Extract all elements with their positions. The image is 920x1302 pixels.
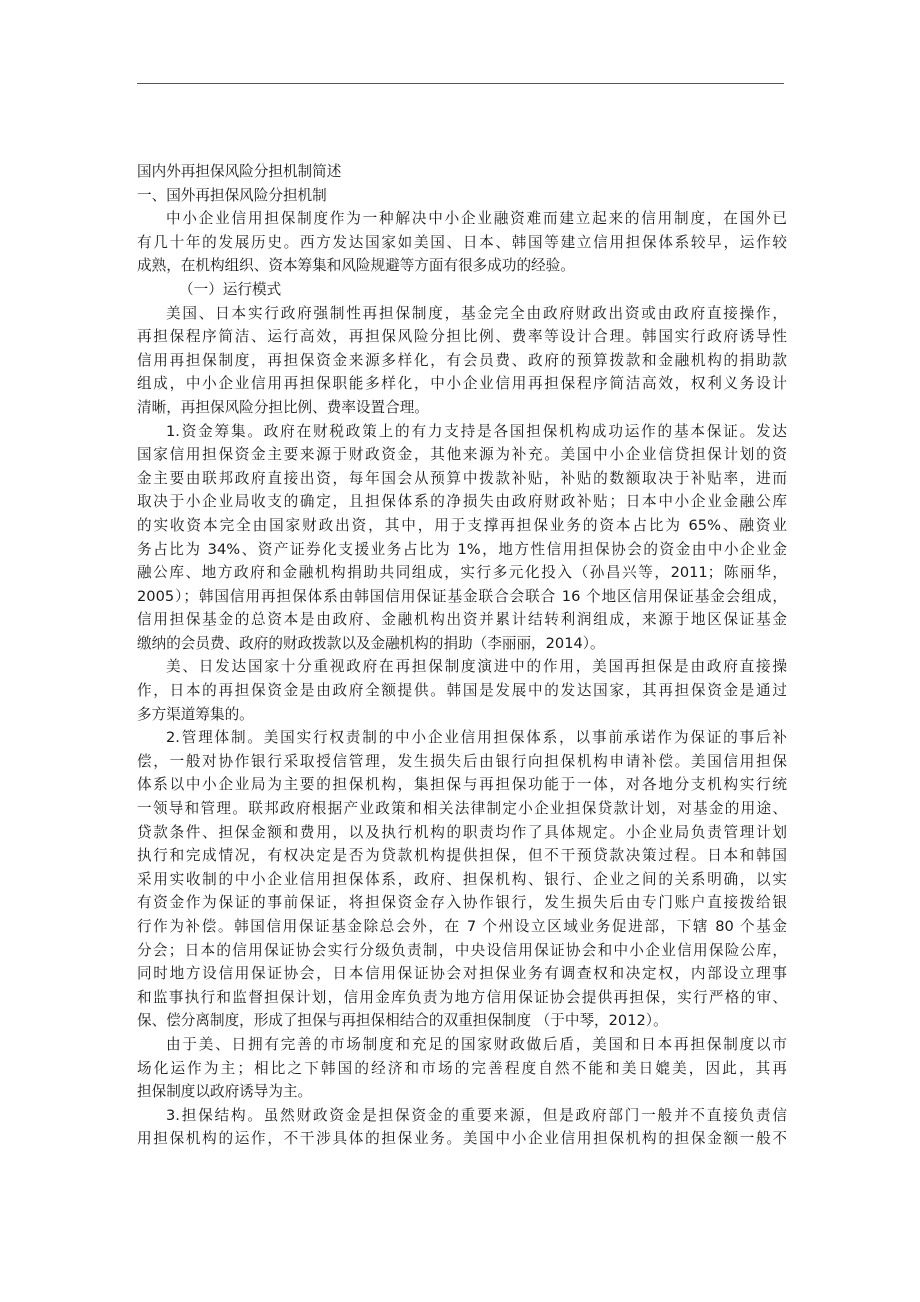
subsection-heading: （一）运行模式 [179,280,282,298]
paragraph-line: 缴纳的会员费、政府的财政拨款以及金融机构的捐助（李丽丽，2014）。 [137,634,605,652]
paragraph-line: 1.资金筹集。政府在财税政策上的有力支持是各国担保机构成功运作的基本保证。发达 [166,422,787,440]
paragraph-line: 分会；日本的信用保证协会实行分级负责制，中央设信用保证协会和中小企业信用保险公库， [137,941,787,959]
paragraph-line: 作，日本的再担保资金是由政府全额提供。韩国是发展中的发达国家，其再担保资金是通过 [137,682,787,700]
paragraph-line: 同时地方设信用保证协会，日本信用保证协会对担保业务有调查权和决定权，内部设立理事 [137,965,787,983]
paragraph-line: 金主要由联邦政府直接出资，每年国会从预算中拨款补贴，补贴的数额取决于补贴率，进而 [137,469,787,487]
paragraph-line: 再担保程序简洁、运行高效，再担保风险分担比例、费率等设计合理。韩国实行政府诱导性 [137,328,787,346]
paragraph-line: 有几十年的发展历史。西方发达国家如美国、日本、韩国等建立信用担保体系较早，运作较 [137,233,787,251]
paragraph-line: 保、偿分离制度，形成了担保与再担保相结合的双重担保制度 （于中琴，2012）。 [137,1012,668,1030]
paragraph-line: 2005）；韩国信用再担保体系由韩国信用保证基金联合会联合 16 个地区信用保证基金会组成， [137,587,787,605]
paragraph-line: 取决于小企业局收支的确定，且担保体系的净损失由政府财政补贴；日本中小企业金融公库 [137,493,787,511]
paragraph-line: 融公库、地方政府和金融机构捐助共同组成，实行多元化投入（孙昌兴等，2011；陈丽华， [137,564,787,582]
paragraph-line: 清晰，再担保风险分担比例、费率设置合理。 [137,398,429,416]
paragraph-line: 贷款条件、担保金额和费用，以及执行机构的职责均作了具体规定。小企业局负责管理计划 [137,823,787,841]
paragraph-line: 担保制度以政府诱导为主。 [137,1083,313,1101]
paragraph-line: 美国、日本实行政府强制性再担保制度，基金完全由政府财政出资或由政府直接操作， [166,304,787,322]
paragraph-line: 3.担保结构。虽然财政资金是担保资金的重要来源，但是政府部门一般并不直接负责信 [166,1106,787,1124]
section-heading: 一、国外再担保风险分担机制 [137,186,327,204]
paragraph-line: 一领导和管理。联邦政府根据产业政策和相关法律制定小企业担保贷款计划，对基金的用途、 [137,800,787,818]
paragraph-line: 信用再担保制度，再担保资金来源多样化，有会员费、政府的预算拨款和金融机构的捐助款 [137,351,787,369]
document-title: 国内外再担保风险分担机制简述 [137,163,342,180]
paragraph-line: 有资金作为保证的事前保证，将担保资金存入协作银行，发生损失后由专门账户直接拨给银 [137,894,787,912]
paragraph-line: 2.管理体制。美国实行权责制的中小企业信用担保体系，以事前承诺作为保证的事后补 [166,729,787,747]
paragraph-line: 的实收资本完全由国家财政出资，其中，用于支撑再担保业务的资本占比为 65%、融资业 [137,516,787,534]
paragraph-line: 成熟，在机构组织、资本筹集和风险规避等方面有很多成功的经验。 [137,257,575,275]
paragraph-line: 信用担保基金的总资本是由政府、金融机构出资并累计结转利润组成，来源于地区保证基金 [137,611,787,629]
paragraph-line: 务占比为 34%、资产证券化支援业务占比为 1%，地方性信用担保协会的资金由中小企业金 [137,540,787,558]
paragraph-line: 由于美、日拥有完善的市场制度和充足的国家财政做后盾，美国和日本再担保制度以市 [166,1035,787,1053]
paragraph-line: 行作为补偿。韩国信用保证基金除总会外，在 7 个州设立区域业务促进部，下辖 80 个基金 [137,918,787,935]
paragraph-line: 用担保机构的运作，不干涉具体的担保业务。美国中小企业信用担保机构的担保金额一般不 [137,1130,787,1148]
paragraph-line: 多方渠道筹集的。 [137,705,254,723]
paragraph-line: 国家信用担保资金主要来源于财政资金，其他来源为补充。美国中小企业信贷担保计划的资 [137,446,787,464]
header-rule [137,83,784,84]
paragraph-line: 执行和完成情况，有权决定是否为贷款机构提供担保，但不干预贷款决策过程。日本和韩国 [137,847,787,865]
paragraph-line: 中小企业信用担保制度作为一种解决中小企业融资难而建立起来的信用制度，在国外已 [166,210,787,228]
paragraph-line: 组成，中小企业信用再担保职能多样化，中小企业信用再担保程序简洁高效，权利义务设计 [137,375,787,393]
paragraph-line: 偿，一般对协作银行采取授信管理，发生损失后由银行向担保机构申请补偿。美国信用担保 [137,752,787,770]
paragraph-line: 体系以中小企业局为主要的担保机构，集担保与再担保功能于一体，对各地分支机构实行统 [137,776,787,794]
paragraph-line: 场化运作为主；相比之下韩国的经济和市场的完善程度自然不能和美日媲美，因此，其再 [137,1059,787,1077]
paragraph-line: 美、日发达国家十分重视政府在再担保制度演进中的作用，美国再担保是由政府直接操 [166,658,787,676]
paragraph-line: 和监事执行和监督担保计划，信用金库负责为地方信用保证协会提供再担保，实行严格的审、 [137,988,787,1006]
document-body [137,160,787,1151]
paragraph-line: 采用实收制的中小企业信用担保体系，政府、担保机构、银行、企业之间的关系明确，以实 [137,870,787,888]
